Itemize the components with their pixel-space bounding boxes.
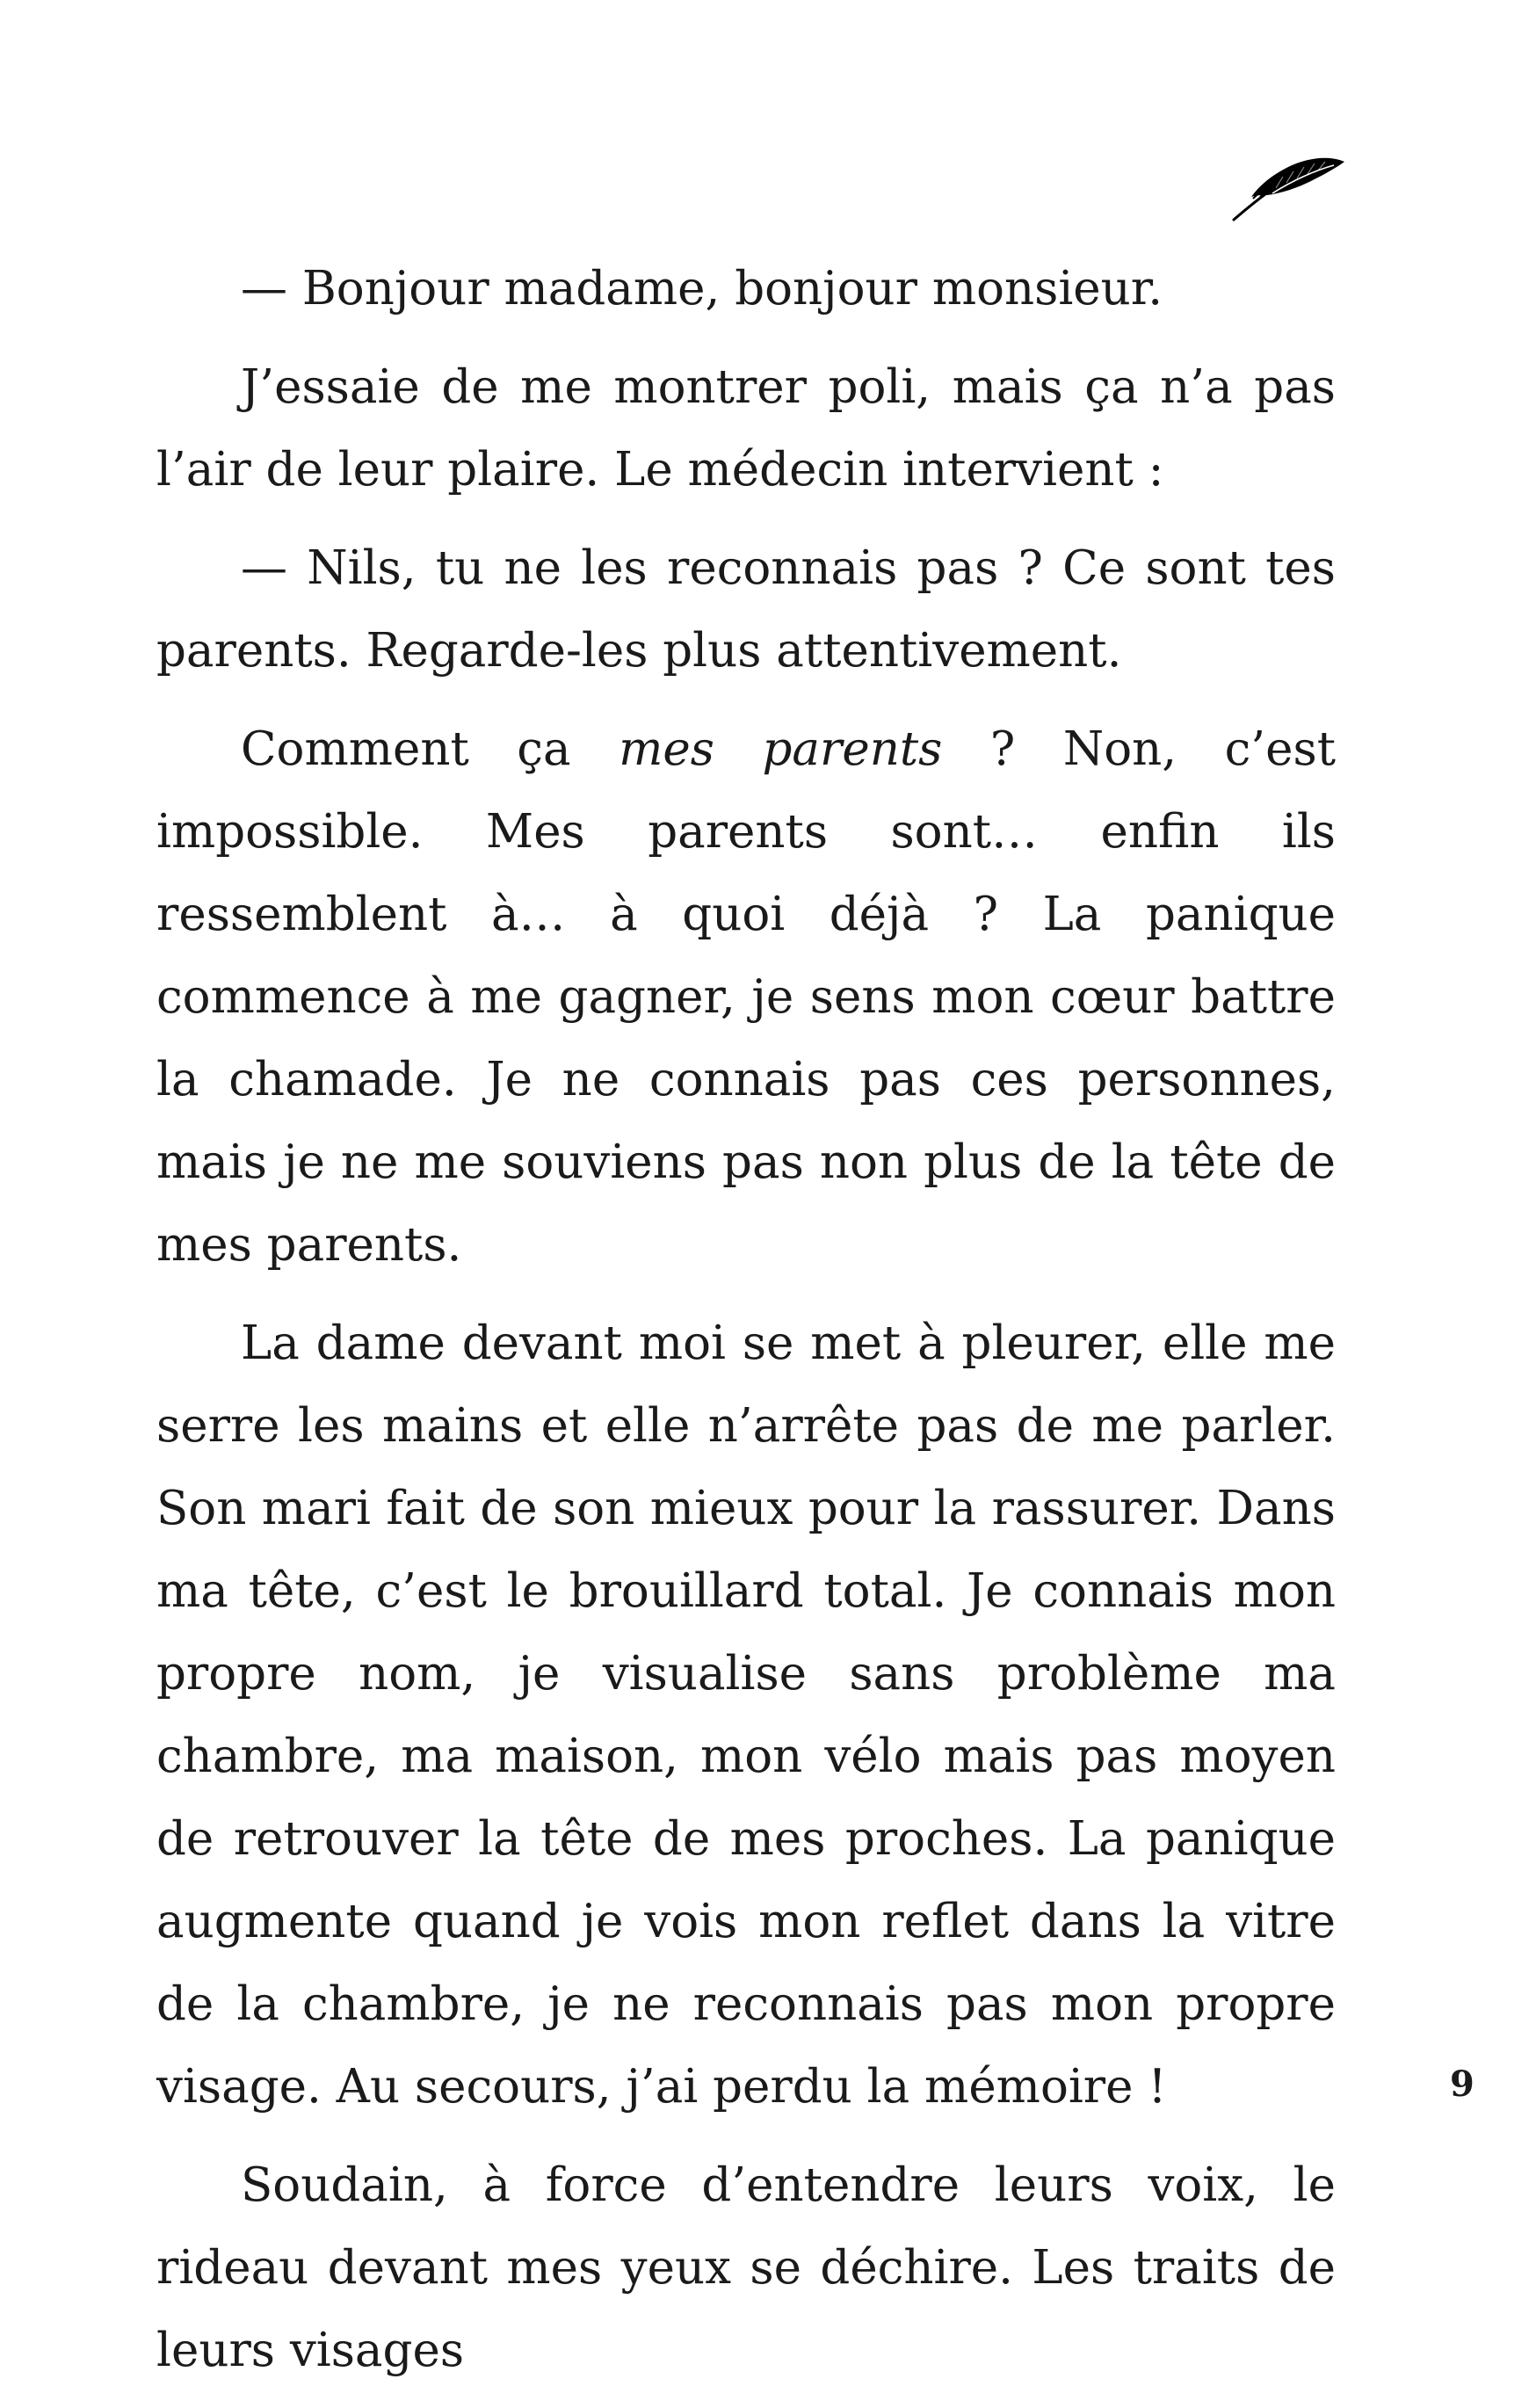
paragraph-segment: Comment ça xyxy=(241,722,619,776)
paragraph-narration-memory: La dame devant moi se met à pleurer, elle me serre les mains et elle n’arrête pas de me parler. Son mari fait de son mieux pour la rassurer. Dans ma tête, c’est le brouillard total. Je connais mon propre nom, je visualise sans problème ma chambre, ma maison, mon vélo mais pas moyen de retrouver la tête de mes proches. La panique augmente quand je vois mon reflet dans la vitre de la chambre, je ne reconnais pas mon propre visage. Au secours, j’ai perdu la mémoire ! xyxy=(156,1316,1336,2114)
italic-emphasis: mes parents xyxy=(619,722,943,776)
paragraph-narration-parents xyxy=(156,708,1336,1287)
feather-icon xyxy=(1230,156,1346,221)
paragraph-narration-curtain: Soudain, à force d’entendre leurs voix, le rideau devant mes yeux se déchire. Les traits de leurs visages xyxy=(156,2158,1336,2377)
paragraph-dialogue-greeting: — Bonjour madame, bonjour monsieur. xyxy=(241,262,1163,316)
paragraph-dialogue-doctor: — Nils, tu ne les reconnais pas ? Ce sont tes parents. Regarde-les plus attentivement. xyxy=(156,541,1336,678)
body-text xyxy=(156,248,1336,2408)
page-number: 9 xyxy=(1450,2063,1474,2105)
paragraph-narration-polite: J’essaie de me montrer poli, mais ça n’a pas l’air de leur plaire. Le médecin intervient : xyxy=(156,360,1336,497)
paragraph-segment: ? Non, c’est impossible. Mes parents sont… enfin ils ressemblent à… à quoi déjà ? La panique commence à me gagner, je sens mon cœur battre la chamade. Je ne connais pas ces personnes, mais je ne me souviens pas non plus de la tête de mes parents. xyxy=(156,722,1337,1272)
